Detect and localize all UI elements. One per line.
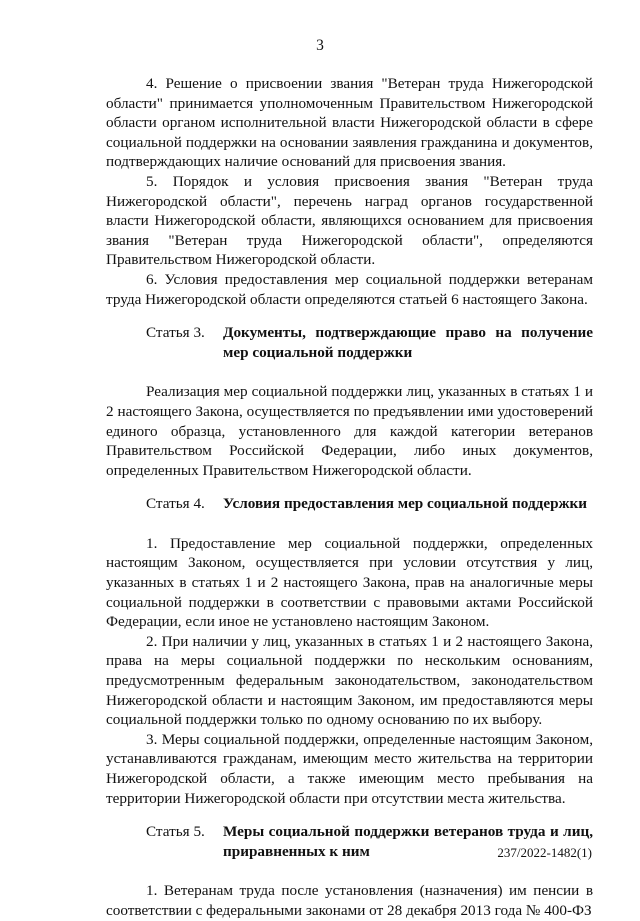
article-3-label: Статья 3. bbox=[146, 324, 205, 342]
article-5-paragraph-1: 1. Ветеранам труда после установления (назначения) им пенсии в соответствии с федеральными законами от 28 декабря 2013 года № 400-ФЗ bbox=[106, 882, 593, 919]
paragraph-4: 4. Решение о присвоении звания "Ветеран труда Нижегородской области" принимается уполномоченным Правительством Нижегородской области органом исполнительной власти Нижегородской области в сфере социальной поддержки на основании заявления гражданина и документов, подтверждающих наличие оснований для присвоения звания. bbox=[106, 75, 593, 171]
paragraph-5: 5. Порядок и условия присвоения звания "Ветеран труда Нижегородской области", перечень наград органов государственной власти Нижегородской области, являющихся основанием для присвоения звания "Ветеран труда Нижегородской области", определяются Правительством Нижегородской области. bbox=[106, 172, 593, 269]
article-5-title: Меры социальной поддержки ветеранов труда и лиц, приравненных к ним bbox=[223, 823, 593, 860]
article-4-label: Статья 4. bbox=[146, 495, 205, 513]
article-4-title: Условия предоставления мер социальной поддержки bbox=[223, 495, 588, 513]
article-3-paragraph-1: Реализация мер социальной поддержки лиц, указанных в статьях 1 и 2 настоящего Закона, осуществляется по предъявлении ими удостоверений единого образца, установленного для каждой категории ветеранов Правительством Российской Федерации, либо иных документов, определенных Правительством Нижегородской области. bbox=[106, 383, 593, 479]
article-4-paragraph-2: 2. При наличии у лиц, указанных в статьях 1 и 2 настоящего Закона, права на меры социальной поддержки по нескольким основаниям, предусмотренным федеральным законодательством, законодательством Нижегородской области и настоящим Законом, им предоставляются меры социальной поддержки только по одному основанию по их выбору. bbox=[106, 632, 593, 729]
paragraph-6: 6. Условия предоставления мер социальной поддержки ветеранам труда Нижегородской области определяются статьей 6 настоящего Закона. bbox=[106, 270, 593, 308]
article-4-paragraph-1: 1. Предоставление мер социальной поддержки, определенных настоящим Законом, осуществляется при условии отсутствия у лиц, указанных в статьях 1 и 2 настоящего Закона, прав на аналогичные меры социальной поддержки в соответствии с правовыми актами Российской Федерации, если иное не установлено настоящим Законом. bbox=[106, 534, 593, 631]
document-number: 237/2022-1482(1) bbox=[497, 845, 592, 860]
article-4-paragraph-3: 3. Меры социальной поддержки, определенные настоящим Законом, устанавливаются гражданам, имеющим место жительства на территории Нижегородской области, а также имеющим место пребывания на территории Нижегородской области при отсутствии места жительства. bbox=[106, 730, 593, 807]
article-5-label: Статья 5. bbox=[146, 823, 205, 841]
page-number: 3 bbox=[316, 37, 324, 54]
article-3-title: Документы, подтверждающие право на получение мер социальной поддержки bbox=[223, 324, 593, 361]
article-4-heading bbox=[106, 494, 593, 514]
article-3-heading bbox=[106, 323, 593, 362]
document-body bbox=[106, 74, 593, 921]
